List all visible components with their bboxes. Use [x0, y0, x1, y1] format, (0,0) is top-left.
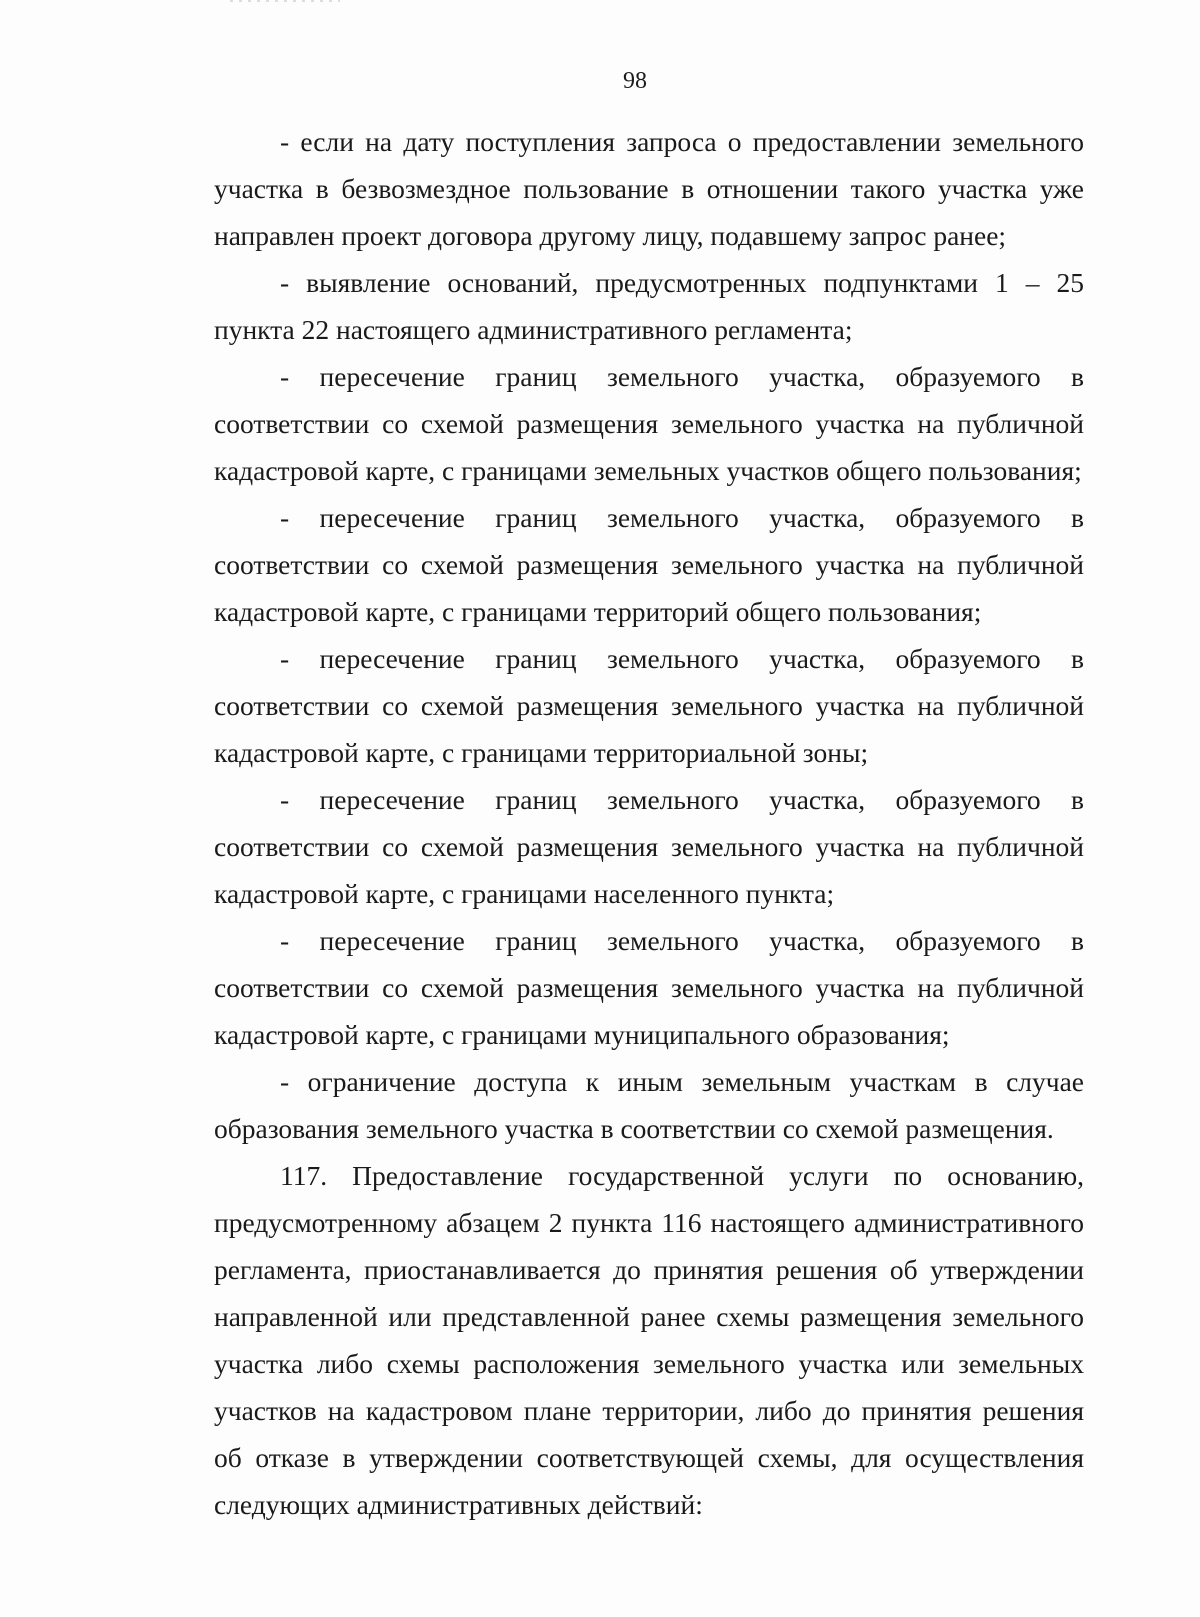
paragraph-4: - пересечение границ земельного участка, образуемого в соответствии со схемой размещения земельного участка на публичной кадастровой карте, с границами территорий общего пользования; [214, 502, 1084, 627]
paragraph-3: - пересечение границ земельного участка, образуемого в соответствии со схемой размещения земельного участка на публичной кадастровой карте, с границами земельных участков общего пользования; [214, 361, 1084, 486]
page-number: 98 [623, 68, 647, 94]
paragraph-9: 117. Предоставление государственной услуги по основанию, предусмотренному абзацем 2 пункта 116 настоящего административного регламента, приостанавливается до принятия решения об утверждении направленной или представленной ранее схемы размещения земельного участка либо схемы расположения земельного участка или земельных участков на кадастровом плане территории, либо до принятия решения об отказе в утверждении соответствующей схемы, для осуществления следующих административных действий: [214, 1160, 1084, 1520]
paragraph-2: - выявление оснований, предусмотренных подпунктами 1 – 25 пункта 22 настоящего административного регламента; [214, 267, 1084, 345]
paragraph-6: - пересечение границ земельного участка, образуемого в соответствии со схемой размещения земельного участка на публичной кадастровой карте, с границами населенного пункта; [214, 784, 1084, 909]
paragraph-7: - пересечение границ земельного участка, образуемого в соответствии со схемой размещения земельного участка на публичной кадастровой карте, с границами муниципального образования; [214, 925, 1084, 1050]
paragraph-5: - пересечение границ земельного участка, образуемого в соответствии со схемой размещения земельного участка на публичной кадастровой карте, с границами территориальной зоны; [214, 643, 1084, 768]
document-body [214, 118, 1084, 1528]
scan-artifact [230, 0, 340, 2]
paragraph-1: - если на дату поступления запроса о предоставлении земельного участка в безвозмездное пользование в отношении такого участка уже направлен проект договора другому лицу, подавшему запрос ранее; [214, 126, 1084, 251]
paragraph-8: - ограничение доступа к иным земельным участкам в случае образования земельного участка в соответствии со схемой размещения. [214, 1066, 1084, 1144]
